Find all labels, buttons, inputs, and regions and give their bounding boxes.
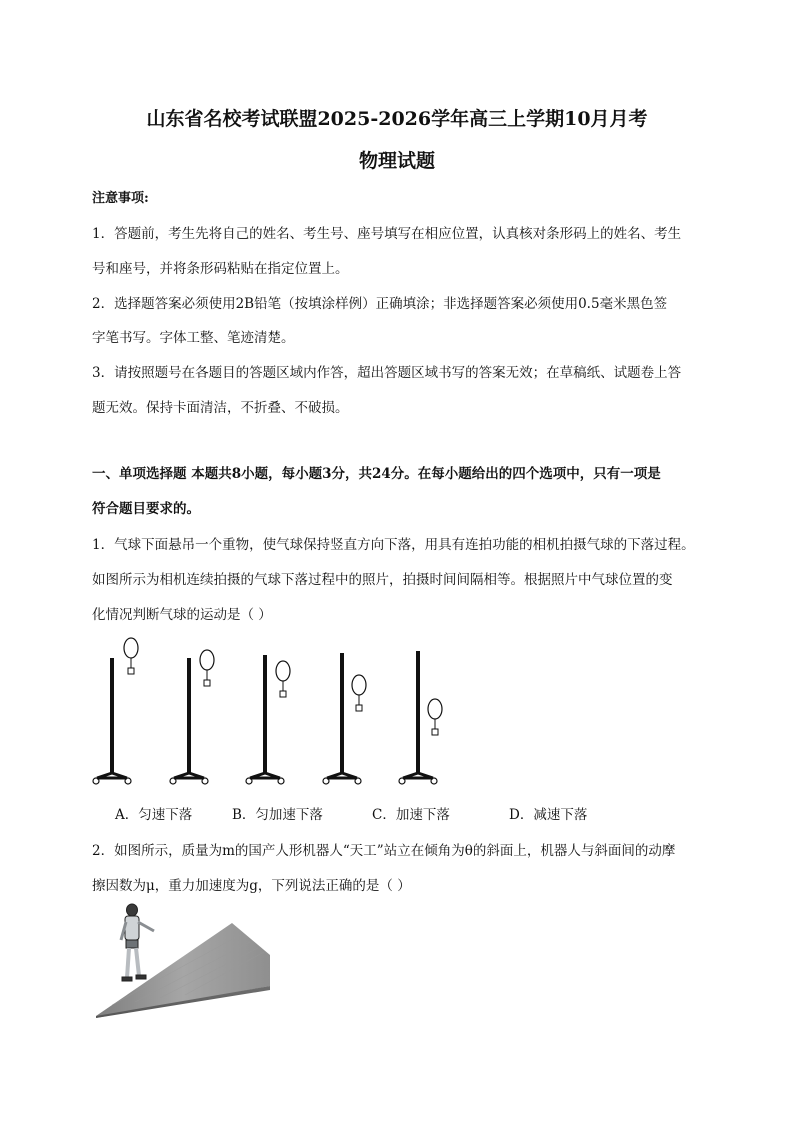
incline-slope — [96, 923, 270, 1018]
notice-item-1-line-1: 1．答题前，考生先将自己的姓名、考生号、座号填写在相应位置，认真核对条形码上的姓名、考生 — [92, 226, 682, 242]
q1-stem-line-1: 1．气球下面悬吊一个重物，使气球保持竖直方向下落，用具有连拍功能的相机拍摄气球的下落过程。 — [92, 537, 695, 553]
q1-option-d: D．减速下落 — [509, 807, 588, 823]
notice-item-3-line-1: 3．请按照题号在各题目的答题区域内作答，超出答题区域书写的答案无效；在草稿纸、试题卷上答 — [92, 365, 682, 381]
notice-item-2-line-2: 字笔书写。字体工整、笔迹清楚。 — [92, 330, 295, 346]
q2-stem-line-1: 2．如图所示，质量为m的国产人形机器人“天工”站立在倾角为θ的斜面上，机器人与斜面间的动摩 — [92, 843, 676, 859]
q1-stem-line-3: 化情况判断气球的运动是（ ） — [92, 607, 272, 623]
balloon-icon — [428, 699, 442, 719]
stand-frame-5 — [399, 651, 442, 784]
stand-frame-4 — [323, 653, 366, 784]
section-heading-line-1: 一、单项选择题 本题共8小题，每小题3分，共24分。在每小题给出的四个选项中，只有一项是 — [92, 466, 661, 482]
q1-option-c: C．加速下落 — [372, 807, 450, 823]
stand-frame-3 — [246, 655, 290, 784]
balloon-icon — [200, 650, 214, 670]
balloon-icon — [352, 675, 366, 695]
notice-item-1-line-2: 号和座号，并将条形码粘贴在指定位置上。 — [92, 261, 349, 277]
stand-frame-1 — [93, 638, 138, 784]
notice-item-3-line-2: 题无效。保持卡面清洁，不折叠、不破损。 — [92, 400, 349, 416]
notice-item-2-line-1: 2．选择题答案必须使用2B铅笔（按填涂样例）正确填涂；非选择题答案必须使用0.5毫米黑色签 — [92, 296, 668, 312]
q1-option-a: A．匀速下落 — [115, 807, 193, 823]
page-subtitle: 物理试题 — [358, 150, 435, 172]
section-heading-line-2: 符合题目要求的。 — [92, 501, 200, 517]
robot-icon — [121, 904, 154, 981]
stand-frame-2 — [170, 650, 214, 784]
q1-option-b: B．匀加速下落 — [232, 807, 323, 823]
q1-stem-line-2: 如图所示为相机连续拍摄的气球下落过程中的照片，拍摄时间间隔相等。根据照片中气球位置的变 — [92, 572, 673, 588]
balloon-icon — [276, 661, 290, 681]
page-title: 山东省名校考试联盟2025-2026学年高三上学期10月月考 — [146, 108, 648, 130]
q2-stem-line-2: 擦因数为μ，重力加速度为g，下列说法正确的是（ ） — [92, 878, 411, 894]
notice-heading: 注意事项: — [92, 191, 149, 206]
balloon-icon — [124, 638, 138, 658]
